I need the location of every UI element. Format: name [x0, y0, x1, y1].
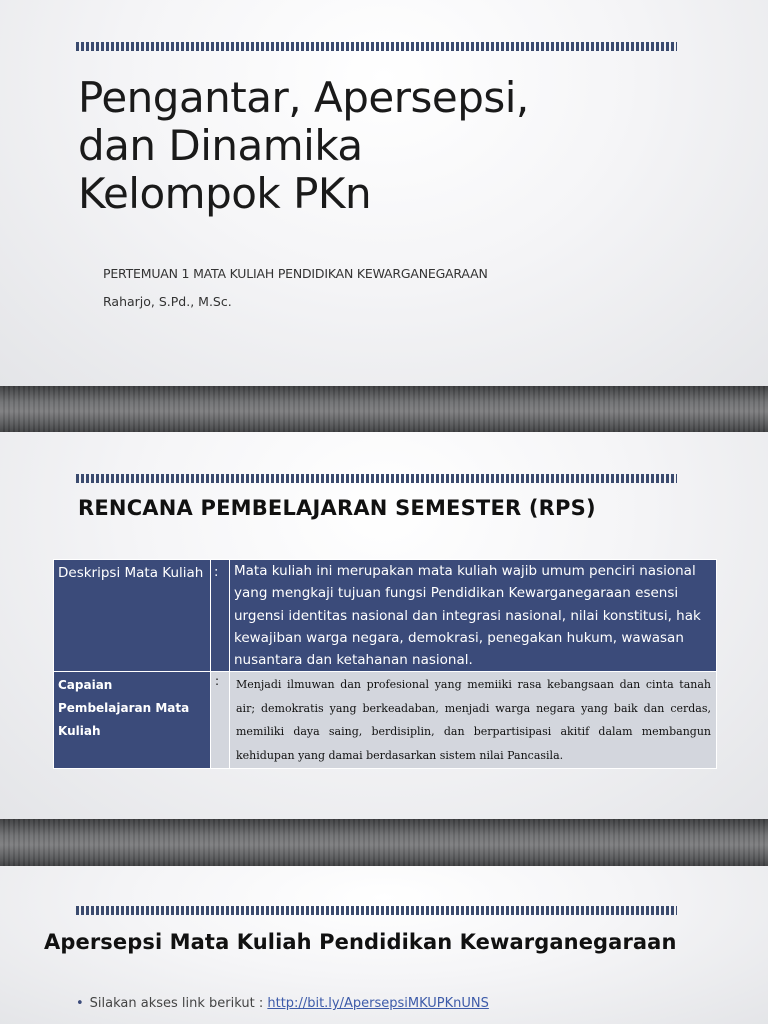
- row-value: Mata kuliah ini merupakan mata kuliah wajib umum penciri nasional yang mengkaji tujuan fungsi Pendidikan Kewarganegaraan esensi urgensi identitas nasional dan integrasi nasional, nilai konstitusi, hak kewajiban warga negara, demokrasi, penegakan hukum, wawasan nusantara dan ketahanan nasional.: [230, 560, 717, 672]
- row-colon: :: [211, 672, 230, 769]
- row-colon: :: [211, 560, 230, 672]
- slide-apersepsi: [0, 866, 768, 1024]
- list-item: [76, 996, 489, 1011]
- table-row: [54, 560, 717, 672]
- decorative-stripe: [76, 906, 677, 915]
- row-label: Capaian Pembelajaran Mata Kuliah: [54, 672, 211, 769]
- decorative-stripe: [76, 474, 677, 483]
- apersepsi-title: Apersepsi Mata Kuliah Pendidikan Kewarganegaraan: [44, 930, 677, 954]
- title-line: Pengantar, Apersepsi,: [78, 73, 529, 122]
- bullet-text: Silakan akses link berikut :: [89, 996, 268, 1011]
- apersepsi-link[interactable]: http://bit.ly/ApersepsiMKUPKnUNS: [267, 996, 489, 1011]
- row-value: Menjadi ilmuwan dan profesional yang memiiki rasa kebangsaan dan cinta tanah air; demokratis yang berkeadaban, menjadi warga negara yang baik dan cerdas, memiliki daya saing, berdisiplin, dan berpartisipasi akitif dalam membangun kehidupan yang damai berdasarkan sistem nilai Pancasila.: [230, 672, 717, 769]
- presentation-title: [78, 74, 698, 218]
- bullet-icon: •: [76, 996, 84, 1011]
- slide-rps: [0, 432, 768, 819]
- title-line: Kelompok PKn: [78, 169, 372, 218]
- table-row: [54, 672, 717, 769]
- rps-table: [53, 559, 717, 769]
- decorative-stripe: [76, 42, 677, 51]
- title-line: dan Dinamika: [78, 121, 363, 170]
- row-label: Deskripsi Mata Kuliah: [54, 560, 211, 672]
- rps-title: RENCANA PEMBELAJARAN SEMESTER (RPS): [78, 496, 596, 520]
- slide-divider: [0, 386, 768, 432]
- author-name: Raharjo, S.Pd., M.Sc.: [103, 294, 232, 309]
- slide-divider: [0, 819, 768, 866]
- presentation-subtitle: PERTEMUAN 1 MATA KULIAH PENDIDIKAN KEWARGANEGARAAN: [103, 266, 488, 281]
- slide-title: [0, 0, 768, 386]
